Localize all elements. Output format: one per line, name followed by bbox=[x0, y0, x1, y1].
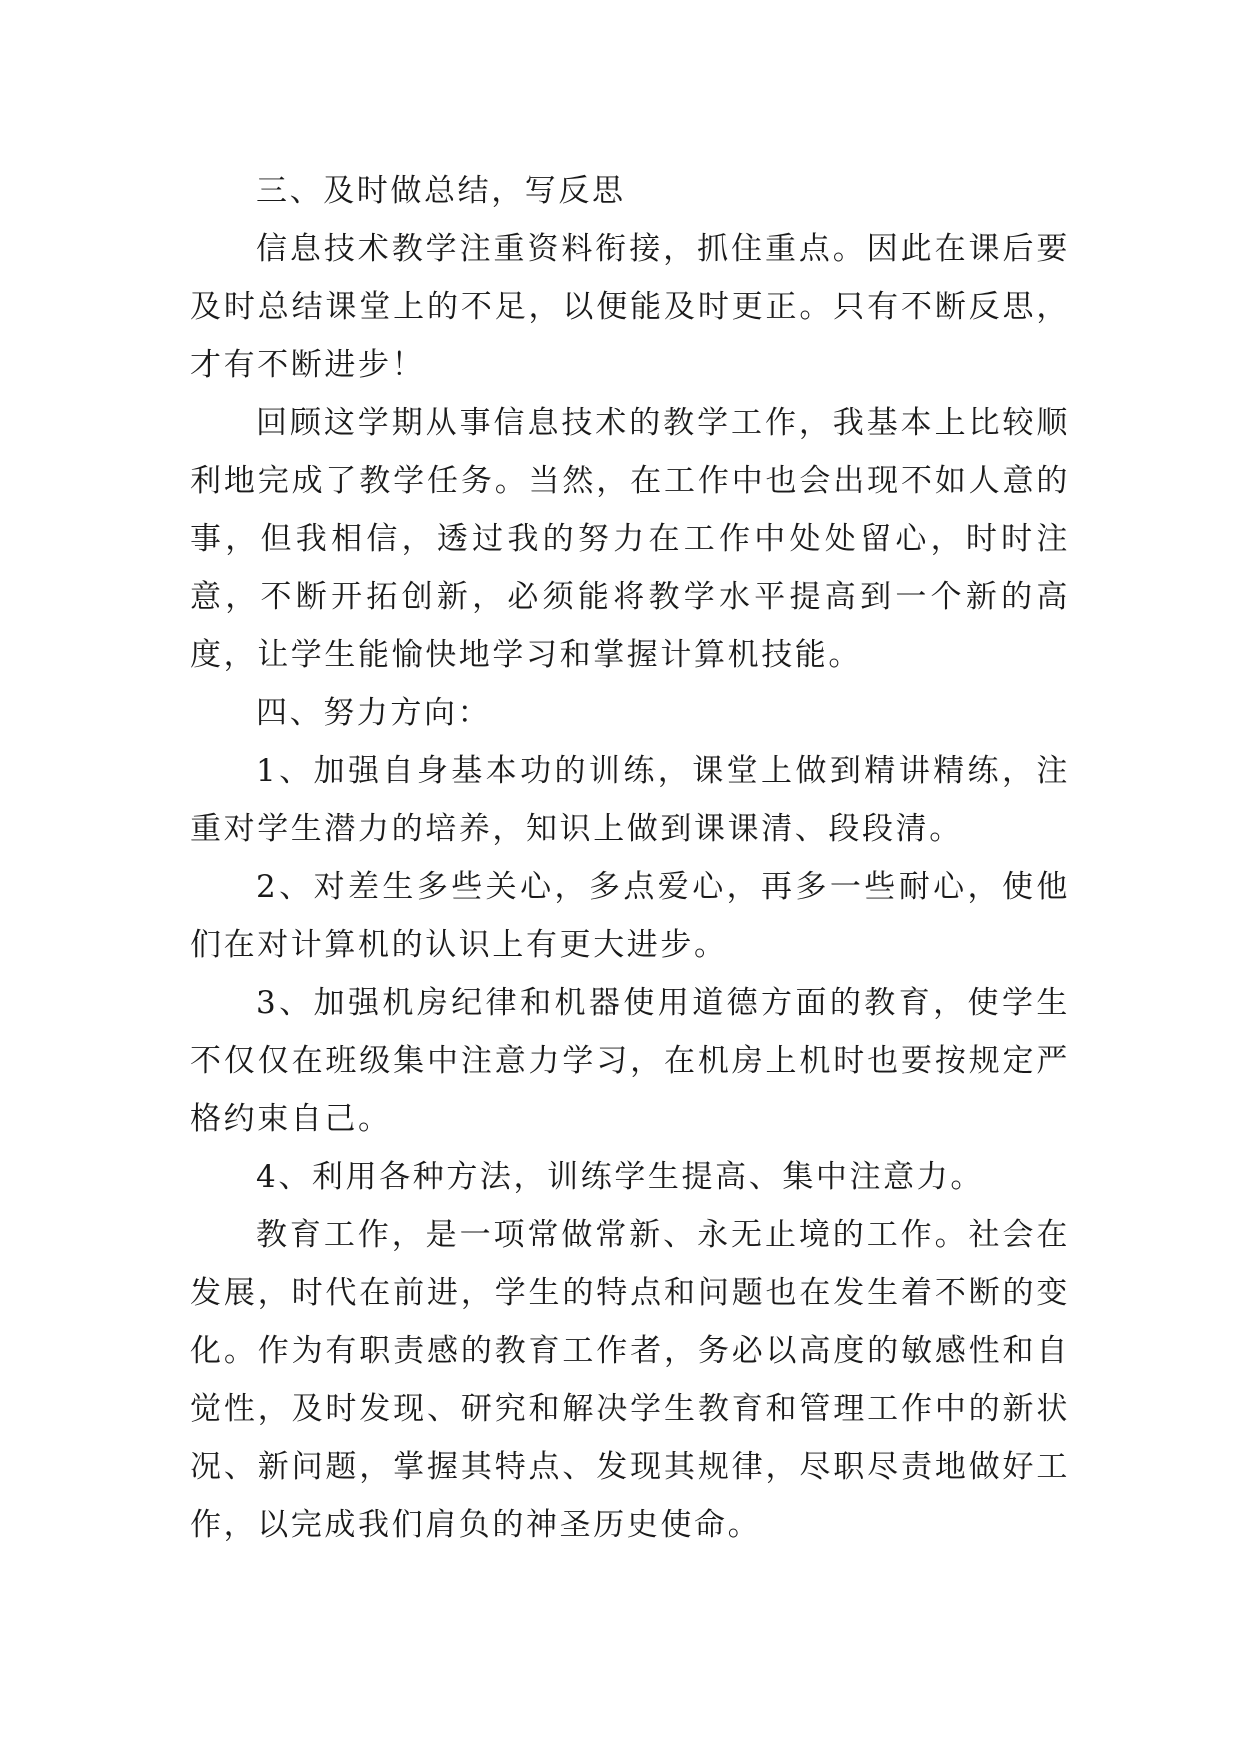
direction-item-2: 2、对差生多些关心，多点爱心，再多一些耐心，使他们在对计算机的认识上有更大进步。 bbox=[190, 869, 1070, 963]
paragraph-summary: 信息技术教学注重资料衔接，抓住重点。因此在课后要及时总结课堂上的不足，以便能及时更正。只有不断反思，才有不断进步！ bbox=[190, 231, 1070, 383]
document-body bbox=[190, 162, 1070, 1554]
direction-item-3: 3、加强机房纪律和机器使用道德方面的教育，使学生不仅仅在班级集中注意力学习，在机房上机时也要按规定严格约束自己。 bbox=[190, 985, 1070, 1137]
section-heading-summary: 三、及时做总结，写反思 bbox=[256, 173, 626, 209]
paragraph-conclusion: 教育工作，是一项常做常新、永无止境的工作。社会在发展，时代在前进，学生的特点和问题也在发生着不断的变化。作为有职责感的教育工作者，务必以高度的敏感性和自觉性，及时发现、研究和解决学生教育和管理工作中的新状况、新问题，掌握其特点、发现其规律，尽职尽责地做好工作，以完成我们肩负的神圣历史使命。 bbox=[190, 1217, 1070, 1543]
direction-item-1: 1、加强自身基本功的训练，课堂上做到精讲精练，注重对学生潜力的培养，知识上做到课课清、段段清。 bbox=[190, 753, 1070, 847]
direction-item-4: 4、利用各种方法，训练学生提高、集中注意力。 bbox=[256, 1159, 984, 1195]
section-heading-direction: 四、努力方向： bbox=[256, 695, 492, 731]
paragraph-review: 回顾这学期从事信息技术的教学工作，我基本上比较顺利地完成了教学任务。当然，在工作中也会出现不如人意的事，但我相信，透过我的努力在工作中处处留心，时时注意，不断开拓创新，必须能将教学水平提高到一个新的高度，让学生能愉快地学习和掌握计算机技能。 bbox=[190, 405, 1070, 673]
